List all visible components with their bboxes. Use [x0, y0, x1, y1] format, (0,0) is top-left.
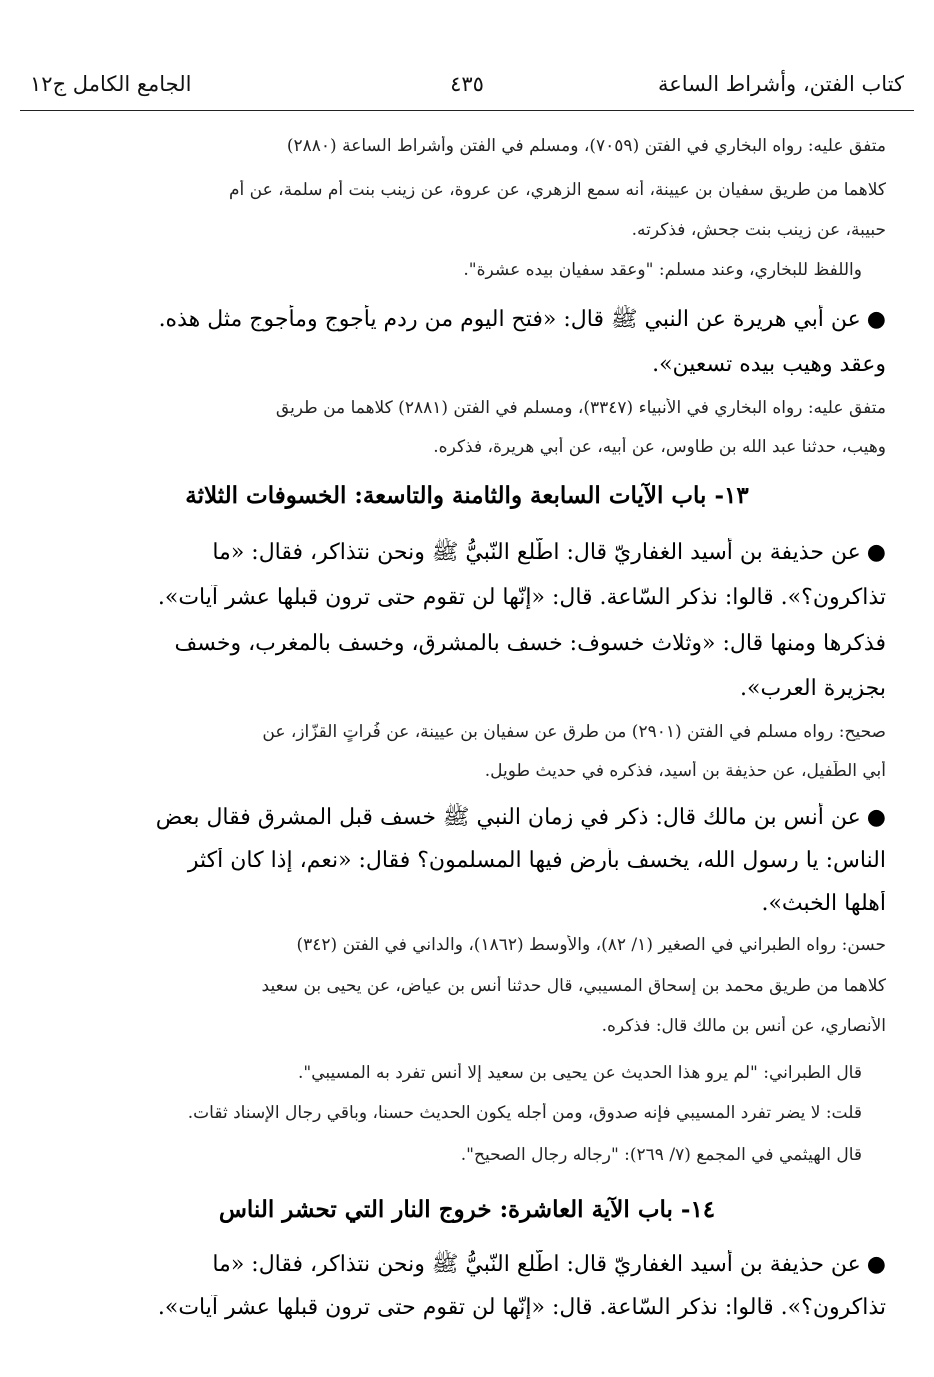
collection-title: الجامع الكامل ج١٢ [30, 72, 192, 96]
takhrij-line: قال الطبراني: "لم يرو هذا الحديث عن يحيى بن سعيد إلا أنس تفرد به المسيبي". [298, 1063, 862, 1083]
hadith-line [48, 305, 886, 337]
chapter-heading-13: ١٣- باب الآيات السابعة والثامنة والتاسعة: الخسوفات الثلاثة [185, 482, 749, 509]
hadith-text: عن أنس بن مالك قال: ذكر في زمان النبي ﷺ خسف قبل المشرق فقال بعض [155, 805, 861, 830]
hadith-line: الناس: يا رسول الله، يخسف بأرض فيها المسلمون؟ فقال: «نعم، إذا كان أكثر [187, 848, 886, 873]
takhrij-line: حسن: رواه الطبراني في الصغير (١/ ٨٢)، والأوسط (١٨٦٢)، والداني في الفتن (٣٤٢) [296, 935, 886, 955]
takhrij-line: قلت: لا يضر تفرد المسيبي فإنه صدوق، ومن أجله يكون الحديث حسنا، وباقي رجال الإسناد ثقات. [187, 1103, 862, 1123]
hadith-line: بجزيرة العرب». [740, 676, 886, 701]
book-title: كتاب الفتن، وأشراط الساعة [657, 72, 904, 96]
hadith-line [48, 1250, 886, 1282]
takhrij-line: أبي الطّفيل، عن حذيفة بن أسيد، فذكره في حديث طويل. [484, 761, 886, 781]
running-header [30, 64, 904, 104]
takhrij-line: حبيبة، عن زينب بنت جحش، فذكرته. [631, 220, 886, 240]
takhrij-line: قال الهيثمي في المجمع (٧/ ٢٦٩): "رجاله رجال الصحيح". [460, 1145, 862, 1165]
chapter-heading-14: ١٤- باب الآية العاشرة: خروج النار التي تحشر الناس [218, 1196, 716, 1223]
takhrij-line: صحيح: رواه مسلم في الفتن (٢٩٠١) من طرق عن سفيان بن عيينة، عن فُراتٍ القزّاز، عن [262, 722, 886, 742]
header-divider [20, 110, 914, 111]
hadith-text: عن أبي هريرة عن النبي ﷺ قال: «فتح اليوم من ردم يأجوج ومأجوج مثل هذه. [158, 307, 861, 332]
hadith-line: وعقد وهيب بيده تسعين». [652, 352, 886, 377]
hadith-line: تذاكرون؟». قالوا: نذكر السّاعة. قال: «إنّها لن تقوم حتى ترون قبلها عشر آيات». [157, 1295, 886, 1320]
hadith-line [48, 538, 886, 570]
bullet-icon: ● [866, 1251, 886, 1277]
bullet-icon: ● [866, 539, 886, 565]
hadith-text: عن حذيفة بن أسيد الغفاريّ قال: اطّلع النّبيُّ ﷺ ونحن نتذاكر، فقال: «ما [212, 1252, 861, 1277]
hadith-line [48, 803, 886, 835]
page-number: ٤٣٥ [450, 72, 484, 96]
hadith-line: أهلها الخبث». [761, 891, 886, 916]
bullet-icon: ● [866, 306, 886, 332]
bullet-icon: ● [866, 804, 886, 830]
takhrij-line: وهيب، حدثنا عبد الله بن طاوس، عن أبيه، عن أبي هريرة، فذكره. [433, 437, 886, 457]
hadith-line: تذاكرون؟». قالوا: نذكر السّاعة. قال: «إنّها لن تقوم حتى ترون قبلها عشر آيات». [157, 585, 886, 610]
takhrij-line: متفق عليه: رواه البخاري في الأنبياء (٣٣٤٧)، ومسلم في الفتن (٢٨٨١) كلاهما من طريق [275, 398, 886, 418]
takhrij-line: متفق عليه: رواه البخاري في الفتن (٧٠٥٩)، ومسلم في الفتن وأشراط الساعة (٢٨٨٠) [286, 136, 886, 156]
takhrij-line: الأنصاري، عن أنس بن مالك قال: فذكره. [601, 1016, 886, 1036]
hadith-line: فذكرها ومنها قال: «وثلاث خسوف: خسف بالمشرق، وخسف بالمغرب، وخسف [174, 631, 886, 656]
hadith-text: عن حذيفة بن أسيد الغفاريّ قال: اطّلع النّبيُّ ﷺ ونحن نتذاكر، فقال: «ما [212, 540, 861, 565]
takhrij-line: واللفظ للبخاري، وعند مسلم: "وعقد سفيان بيده عشرة". [463, 260, 862, 280]
takhrij-line: كلاهما من طريق سفيان بن عيينة، أنه سمع الزهري، عن عروة، عن زينب بنت أم سلمة، عن أم [229, 180, 886, 200]
takhrij-line: كلاهما من طريق محمد بن إسحاق المسيبي، قال حدثنا أنس بن عياض، عن يحيى بن سعيد [261, 976, 886, 996]
